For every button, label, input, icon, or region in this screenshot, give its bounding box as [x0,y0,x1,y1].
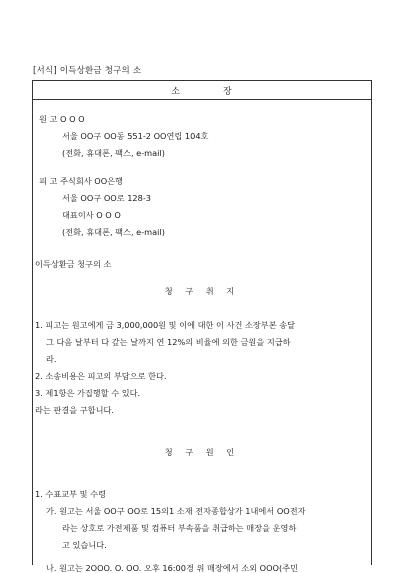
case-name: 이득상환금 청구의 소 [35,259,112,269]
claim-line: 2. 소송비용은 피고의 부담으로 한다. [35,371,167,381]
cause-line: 라는 상호로 가전제품 및 컴퓨터 부속품을 취급하는 매장을 운영하 [62,523,297,533]
claim-line: 라. [46,354,57,364]
title-right: 장 [223,86,233,97]
claim-line: 그 다음 날부터 다 갚는 날까지 연 12%의 비율에 의한 금원을 지급하 [46,337,291,347]
title-left: 소 [171,86,181,97]
claim-line: 3. 제1항은 가집행할 수 있다. [35,388,141,398]
cause-line: 고 있습니다. [62,540,107,550]
cause-line: 가. 원고는 서울 OO구 OO로 15의1 소재 전자종합상가 1내에서 OO전자 [46,506,306,516]
document-frame [32,80,372,573]
cause-heading: 청 구 원 인 [164,447,240,457]
defendant-contact: (전화, 휴대폰, 팩스, e-mail) [62,227,165,237]
cause-line: 나. 원고는 2OOO. O. OO. 오후 16:00경 위 매장에서 소외 OOO(주민 [46,563,298,573]
defendant-representative: 대표이사 O O O [62,210,121,220]
plaintiff-label: 원 고 O O O [39,114,85,124]
plaintiff-contact: (전화, 휴대폰, 팩스, e-mail) [62,148,165,158]
plaintiff-address: 서울 OO구 OO동 551-2 OO연립 104호 [62,131,209,141]
claim-heading: 청 구 취 지 [164,286,240,296]
cause-line: 1. 수표교부 및 수령 [35,489,106,499]
defendant-address: 서울 OO구 OO로 128-3 [62,193,152,203]
claim-line: 1. 피고는 원고에게 금 3,000,000원 및 이에 대한 이 사건 소장부본 송달 [35,320,296,330]
defendant-label: 피 고 주식회사 OO은행 [39,176,123,186]
form-label: [서식] 이득상환금 청구의 소 [33,66,142,76]
claim-line: 라는 판결을 구합니다. [35,405,114,415]
document-title [33,81,371,100]
